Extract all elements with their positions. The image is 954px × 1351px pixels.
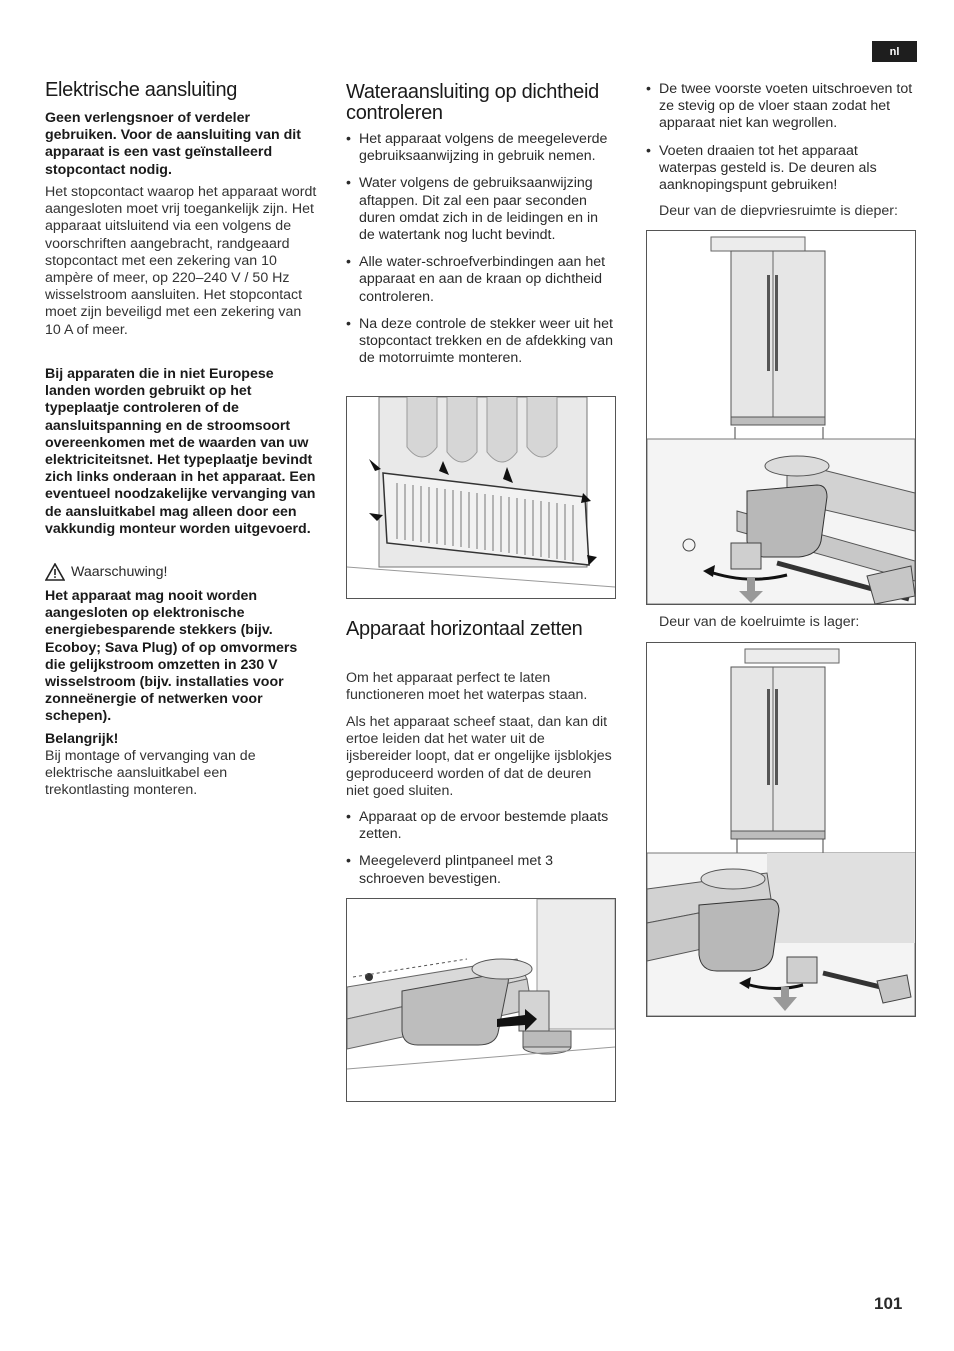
list-item: • Voeten draaien tot het apparaat waterpas gesteld is. De deuren als aanknopingspunt gebruiken!	[646, 143, 916, 195]
warning-label: Waarschuwing!	[71, 564, 168, 580]
list-item: • De twee voorste voeten uitschroeven tot ze stevig op de vloer staan zodat het apparaat niet kan wegrollen.	[646, 81, 916, 133]
motor-cover-illustration	[346, 396, 616, 599]
heading-water: Wateraansluiting op dichtheid controleren	[346, 81, 599, 124]
freezer-deeper-drawing	[647, 231, 915, 604]
plinth-panel-illustration	[346, 898, 616, 1102]
heading-electrical: Elektrische aansluiting	[45, 79, 238, 101]
leveling-para1: Om het apparaat perfect te laten functioneren moet het waterpas staan.	[346, 670, 588, 704]
motor-cover-drawing	[347, 397, 615, 598]
list-item: • Na deze controle de stekker weer uit het stopcontact trekken en de afdekking van de motorruimte monteren.	[346, 316, 614, 368]
caption-freezer: Deur van de diepvriesruimte is dieper:	[659, 203, 898, 219]
leveling-bullets	[346, 809, 614, 888]
important-text: Bij montage of vervanging van de elektrische aansluitkabel een trekontlasting monteren.	[45, 748, 256, 799]
water-bullets	[346, 131, 614, 367]
feet-bullets	[646, 81, 916, 194]
intro-bold: Geen verlengsnoer of verdeler gebruiken. Voor de aansluiting van dit apparaat is een vast geïnstalleerd stopcontact nodig.	[45, 110, 301, 178]
important-label: Belangrijk!	[45, 731, 119, 747]
plinth-panel-drawing	[347, 899, 615, 1101]
language-badge: nl	[872, 41, 917, 62]
electrical-para: Het stopcontact waarop het apparaat wordt aangesloten moet vrij toegankelijk zijn. Het apparaat uitsluitend via een volgens de voorschriften aangebracht, randgeaard stopcontact met een zekering van 10 ampère of meer, op 220–240 V / 50 Hz wisselstroom aansluiten. Het stopcontact moet zijn beveiligd met een zekering van 10 A of meer.	[45, 184, 317, 338]
fridge-lower-drawing	[647, 643, 915, 1016]
list-item: • Het apparaat volgens de meegeleverde gebruiksaanwijzing in gebruik nemen.	[346, 131, 614, 165]
list-item: • Alle water-schroefverbindingen aan het apparaat en aan de kraan op dichtheid controleren.	[346, 254, 614, 306]
list-item: • Meegeleverd plintpaneel met 3 schroeven bevestigen.	[346, 853, 614, 887]
warning-text: Het apparaat mag nooit worden aangesloten op elektronische energiebesparende stekkers (bijv. Ecoboy; Sava Plug) of op omvormers die gelijkstroom omzetten in 230 V wisselstroom (bijv. installaties voor zonneënergie of netwerken voor schepen).	[45, 588, 298, 725]
non-europe-para: Bij apparaten die in niet Europese landen worden gebruikt op het typeplaatje controleren of de aansluitspanning en de stroomsoort overeenkomen met de waarden van uw elektriciteitsnet. Het typeplaatje bevindt zich links onderaan in het apparaat. Een eventueel noodzakelijke vervanging van de aansluitkabel mag alleen door een vakkundig monteur worden uitgevoerd.	[45, 366, 316, 537]
page-number: 101	[874, 1294, 903, 1313]
list-item: • Apparaat op de ervoor bestemde plaats zetten.	[346, 809, 614, 843]
fridge-lower-illustration	[646, 642, 916, 1017]
freezer-deeper-illustration	[646, 230, 916, 605]
caption-fridge: Deur van de koelruimte is lager:	[659, 614, 860, 630]
heading-leveling: Apparaat horizontaal zetten	[346, 618, 583, 640]
leveling-para2: Als het apparaat scheef staat, dan kan dit ertoe leiden dat het water uit de ijsbereider loopt, dat er ongelijke ijsblokjes geproduceerd worden of dat de deuren niet goed sluiten.	[346, 714, 612, 799]
warning-line	[45, 563, 167, 581]
list-item: • Water volgens de gebruiksaanwijzing aftappen. Dit zal een paar seconden duren omdat zich in de leidingen en in de watertank nog lucht bevindt.	[346, 175, 614, 244]
warning-triangle-icon	[45, 563, 65, 581]
